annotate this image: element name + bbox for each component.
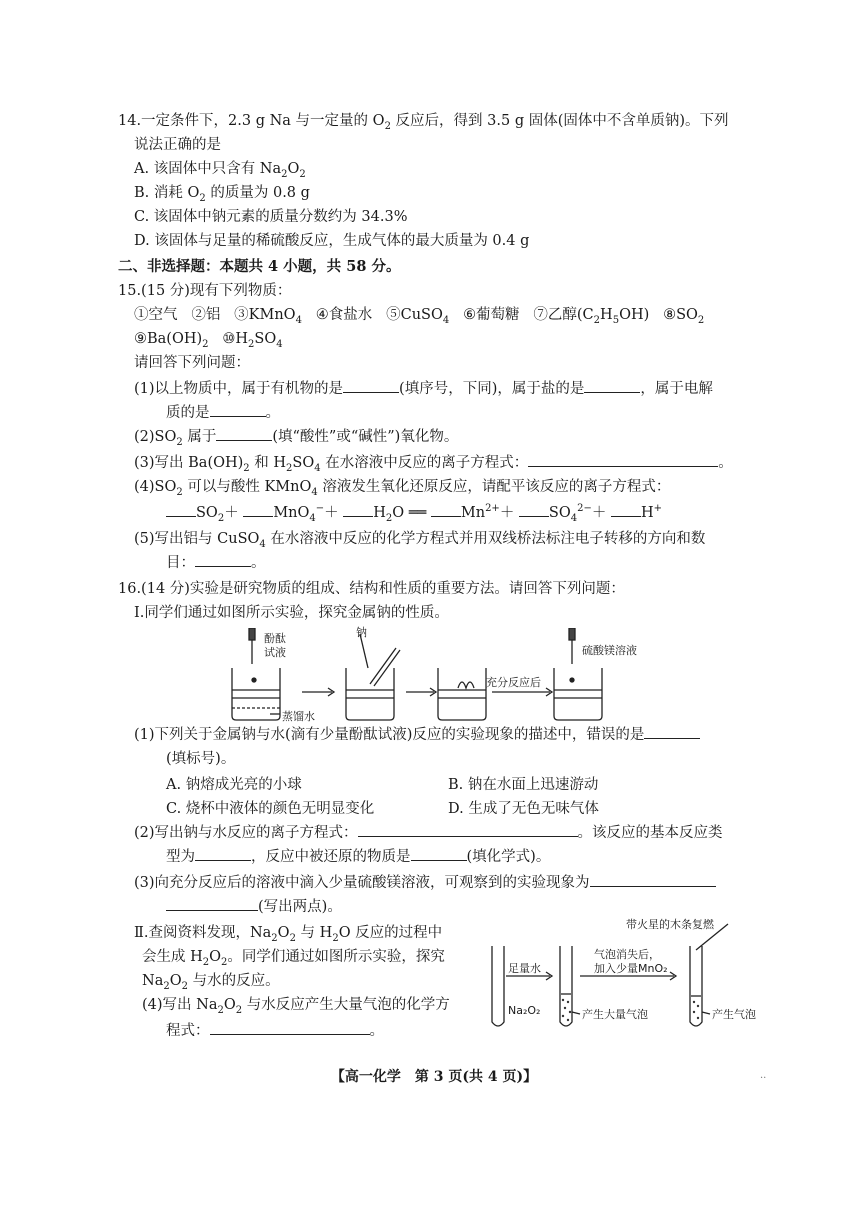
- q16-part1-q2: (2)写出钠与水反应的离子方程式： 。该反应的基本反应类: [134, 822, 723, 844]
- q15-materials-line1: ①空气 ②铝 ③KMnO$_4$ ④食盐水 ⑤CuSO$_4$ ⑥葡萄糖 ⑦乙醇$(C_2H_5OH)$ $⑧SO_2$: [134, 307, 705, 326]
- label-distilled-water: 蒸馏水: [282, 710, 315, 723]
- answer-blank[interactable]: [210, 402, 266, 417]
- label-bubbles-disappear: 气泡消失后，: [594, 948, 660, 961]
- q15-part4: $(4)SO_2$ 可以与酸性 KMnO$_4$ 溶液发生氧化还原反应，请配平该反应的离子方程式：: [134, 479, 671, 498]
- answer-blank[interactable]: [644, 724, 700, 739]
- section-heading: 二、非选择题：本题共 4 小题，共 58 分。: [118, 258, 401, 275]
- q15-part2: $(2)SO_2$ 属于 (填“酸性”或“碱性”)氧化物。: [134, 426, 458, 448]
- q15-part3: (3)写出 $Ba(OH)_2$ 和 $H_2SO_4$ 在水溶液中反应的离子方程式： 。: [134, 452, 733, 474]
- q16-part1-q3: (3)向充分反应后的溶液中滴入少量硫酸镁溶液，可观察到的实验现象为: [134, 872, 716, 894]
- label-na2o2: Na₂O₂: [508, 1004, 541, 1017]
- label-bubbles: 产生气泡: [712, 1008, 756, 1021]
- answer-blank[interactable]: [195, 846, 251, 861]
- q14-option-b[interactable]: B. 消耗 $O_2$ 的质量为 0.8 g: [134, 185, 310, 204]
- q15-part5: (5)写出铝与 CuSO$_4$ 在水溶液中反应的化学方程式并用双线桥法标注电子转移的方向和数: [134, 531, 706, 550]
- page-footer: 【高一化学 第 3 页(共 4 页)】: [330, 1069, 538, 1085]
- corner-mark: ..: [760, 1070, 767, 1081]
- q16-part1-q1: (1)下列关于金属钠与水(滴有少量酚酞试液)反应的实验现象的描述中，错误的是: [134, 724, 700, 746]
- q14-stem-line1: 14.一定条件下，2.3 g Na 与一定量的 $O_2$ 反应后，得到 3.5 g 固体(固体中不含单质钠)。下列: [118, 113, 729, 132]
- q14-option-d[interactable]: D. 该固体与足量的稀硫酸反应，生成气体的最大质量为 0.4 g: [134, 233, 530, 249]
- coefficient-blank[interactable]: [343, 502, 373, 517]
- q16-option-a[interactable]: A. 钠熔成光亮的小球: [166, 777, 302, 793]
- answer-blank[interactable]: [166, 896, 258, 911]
- q16-option-c[interactable]: C. 烧杯中液体的颜色无明显变化: [166, 801, 375, 817]
- answer-blank[interactable]: [358, 822, 578, 837]
- q16-part1-q2-cont: 型为 ，反应中被还原的物质是 (填化学式)。: [166, 846, 550, 868]
- q16-part2-line1: Ⅱ.查阅资料发现，$Na_2O_2$ 与 $H_2O$ 反应的过程中: [134, 925, 443, 944]
- q15-ask: 请回答下列问题：: [134, 355, 250, 371]
- answer-blank[interactable]: [528, 452, 718, 467]
- q16-part2-q4: (4)写出 $Na_2O_2$ 与水反应产生大量气泡的化学方: [142, 997, 450, 1016]
- q15-part1-cont: 质的是 。: [166, 402, 280, 424]
- label-sodium: 钠: [356, 626, 367, 639]
- q15-part5-cont: 目： 。: [166, 552, 266, 574]
- q16-part1-q1-cont: (填标号)。: [166, 751, 236, 767]
- q16-part2-line3: $Na_2O_2$ 与水的反应。: [142, 973, 280, 992]
- sodium-experiment-figure: [220, 628, 660, 728]
- answer-blank[interactable]: [584, 378, 640, 393]
- q16-option-b[interactable]: B. 钠在水面上迅速游动: [448, 777, 599, 793]
- sodium-peroxide-experiment-figure: [484, 916, 774, 1036]
- answer-blank[interactable]: [590, 872, 716, 887]
- q14-option-a[interactable]: A. 该固体中只含有 $Na_2O_2$: [134, 161, 306, 180]
- q16-part1-heading: Ⅰ.同学们通过如图所示实验，探究金属钠的性质。: [134, 605, 449, 621]
- label-add-mno2: 加入少量MnO₂: [594, 962, 668, 975]
- label-mgso4-solution: 硫酸镁溶液: [582, 644, 637, 657]
- answer-blank[interactable]: [411, 846, 467, 861]
- q16-title: 16.(14 分)实验是研究物质的组成、结构和性质的重要方法。请回答下列问题：: [118, 581, 625, 597]
- label-phenolphthalein: 酚酞: [264, 632, 286, 645]
- label-test-solution: 试液: [264, 646, 286, 659]
- label-enough-water: 足量水: [508, 962, 541, 975]
- q16-part2-q4-cont: 程式： 。: [166, 1020, 384, 1042]
- coefficient-blank[interactable]: [431, 502, 461, 517]
- label-splint-rekindles: 带火星的木条复燃: [626, 918, 714, 931]
- q16-part1-q3-cont: (写出两点)。: [166, 896, 342, 918]
- coefficient-blank[interactable]: [243, 502, 273, 517]
- answer-blank[interactable]: [216, 426, 272, 441]
- q15-materials-line2: $⑨Ba(OH)_2$ $⑩H_2SO_4$: [134, 331, 283, 350]
- coefficient-blank[interactable]: [519, 502, 549, 517]
- coefficient-blank[interactable]: [166, 502, 196, 517]
- label-many-bubbles: 产生大量气泡: [582, 1008, 648, 1021]
- q15-ionic-equation: $SO_2+ MnO_4^-+ H_2O$ ══ $Mn^{2+}+ SO_4^{2-}+ H^+$: [166, 502, 662, 524]
- q15-title: 15.(15 分)现有下列物质：: [118, 283, 292, 299]
- answer-blank[interactable]: [343, 378, 399, 393]
- answer-blank[interactable]: [195, 552, 251, 567]
- q15-part1: (1)以上物质中，属于有机物的是 (填序号，下同)，属于盐的是 ，属于电解: [134, 378, 713, 400]
- q14-stem-line2: 说法正确的是: [134, 137, 221, 153]
- label-after-reaction: 充分反应后: [486, 676, 541, 689]
- q14-option-c[interactable]: C. 该固体中钠元素的质量分数约为 34.3%: [134, 209, 408, 225]
- q16-part2-line2: 会生成 $H_2O_2$。同学们通过如图所示实验，探究: [142, 949, 445, 968]
- coefficient-blank[interactable]: [611, 502, 641, 517]
- q16-option-d[interactable]: D. 生成了无色无味气体: [448, 801, 599, 817]
- answer-blank[interactable]: [210, 1020, 370, 1035]
